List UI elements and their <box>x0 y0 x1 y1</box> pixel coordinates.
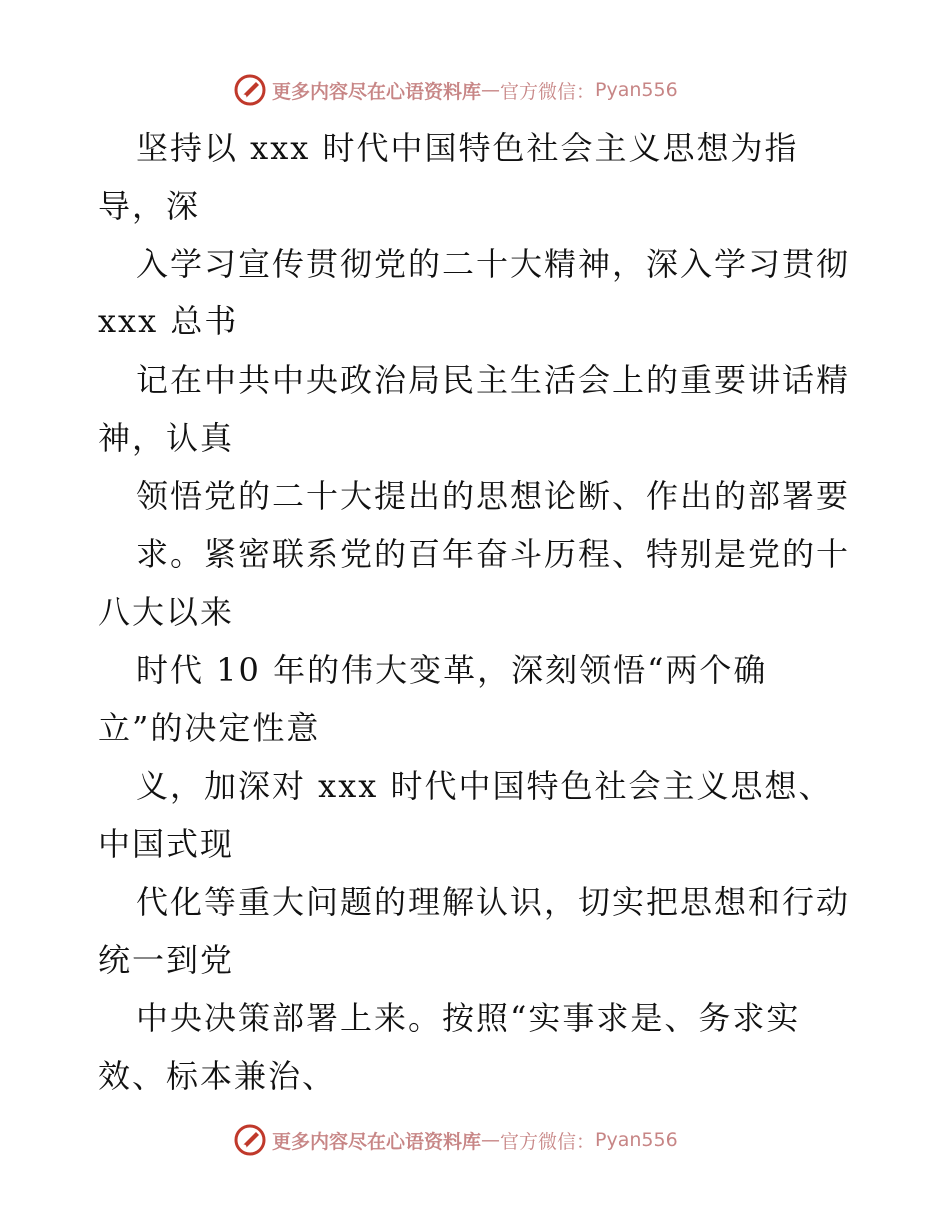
text-line: 中央决策部署上来。按照“实事求是、务求实 <box>136 999 801 1037</box>
watermark-wechat-id: Pyan556 <box>595 79 678 101</box>
text-line: 时代 10 年的伟大变革，深刻领悟“两个确 <box>136 651 768 689</box>
text-line: 统一到党 <box>98 941 235 979</box>
text-line: 入学习宣传贯彻党的二十大精神，深入学习贯彻 <box>136 245 851 283</box>
text-line: 代化等重大问题的理解认识，切实把思想和行动 <box>136 883 851 921</box>
text-line: 义，加深对 xxx 时代中国特色社会主义思想、 <box>136 767 833 805</box>
brand-logo-icon <box>232 1122 268 1158</box>
text-line: 求。紧密联系党的百年奋斗历程、特别是党的十 <box>136 535 851 573</box>
text-line: 中国式现 <box>98 825 235 863</box>
watermark-site-name: 更多内容尽在心语资料库 <box>272 80 482 103</box>
text-line: 坚持以 xxx 时代中国特色社会主义思想为指 <box>136 129 799 167</box>
watermark-separator: — <box>481 1129 501 1151</box>
text-line: 神，认真 <box>98 419 235 457</box>
watermark-wechat-label: 官方微信： <box>500 80 596 103</box>
text-line: 领悟党的二十大提出的思想论断、作出的部署要 <box>136 477 851 515</box>
footer-watermark <box>232 1122 678 1158</box>
text-line: 八大以来 <box>98 593 235 631</box>
watermark-wechat-id: Pyan556 <box>595 1129 678 1151</box>
brand-logo-icon <box>232 72 268 108</box>
header-watermark <box>232 72 678 108</box>
text-line: 导，深 <box>98 187 201 225</box>
watermark-site-name: 更多内容尽在心语资料库 <box>272 1130 482 1153</box>
text-line: 效、标本兼治、 <box>98 1057 337 1095</box>
text-line: xxx 总书 <box>98 302 239 340</box>
watermark-wechat-label: 官方微信： <box>500 1130 596 1153</box>
text-line: 立”的决定性意 <box>98 709 321 747</box>
watermark-separator: — <box>481 79 501 101</box>
text-line: 记在中共中央政治局民主生活会上的重要讲话精 <box>136 361 851 399</box>
